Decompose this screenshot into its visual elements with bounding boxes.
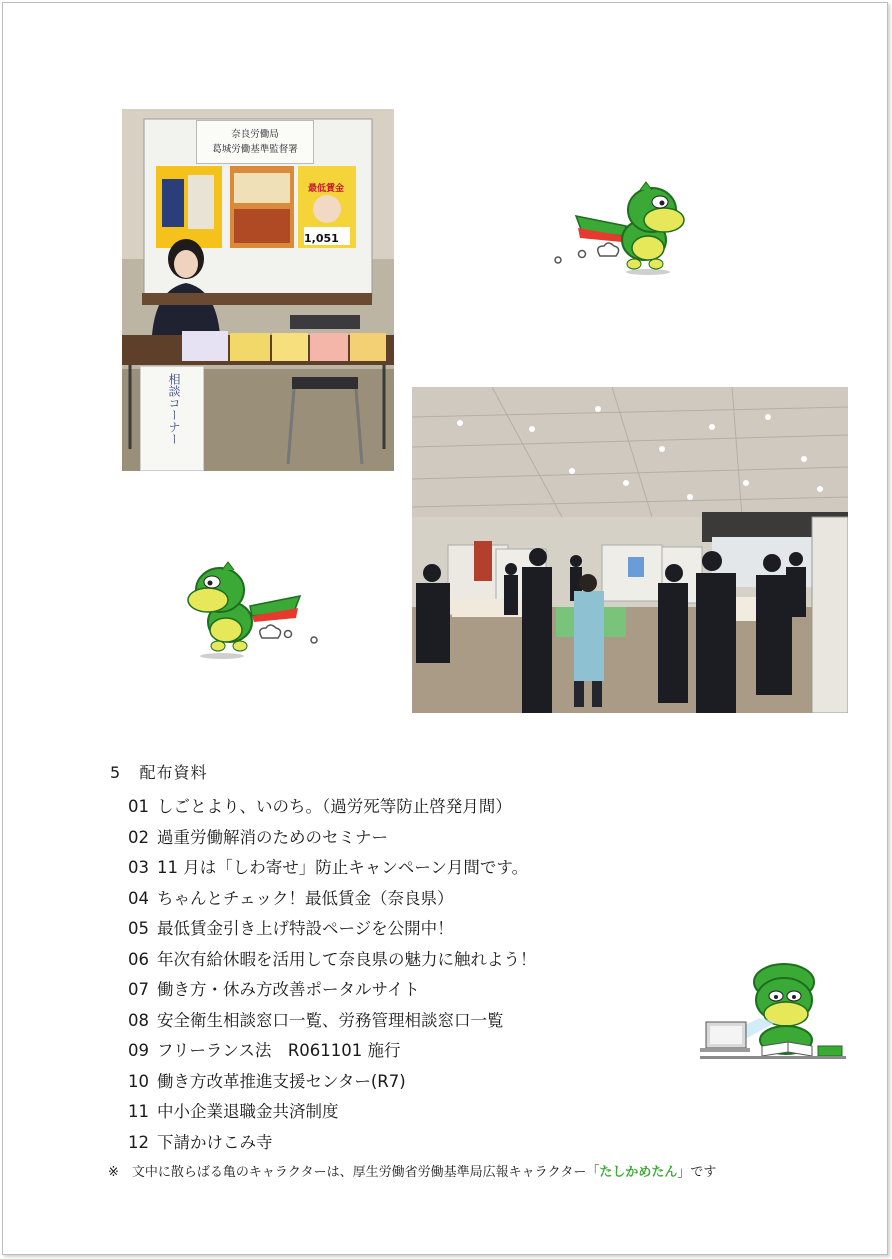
poster-title: 最低賃金 bbox=[307, 184, 344, 194]
booth-sign-line-2: 葛城労働基準監督署 bbox=[212, 144, 298, 155]
item-title: 過重労働解消のためのセミナー bbox=[157, 827, 388, 847]
list-item bbox=[128, 884, 537, 915]
section-title: 配布資料 bbox=[139, 763, 208, 782]
hall-photo bbox=[412, 387, 848, 713]
list-item bbox=[128, 1006, 537, 1037]
item-number: 08 bbox=[128, 1010, 149, 1030]
list-item bbox=[128, 1097, 537, 1128]
item-number: 04 bbox=[128, 888, 149, 908]
materials-list bbox=[128, 792, 537, 1158]
item-number: 09 bbox=[128, 1041, 149, 1060]
item-number: 03 bbox=[128, 858, 149, 877]
item-number: 11 bbox=[128, 1102, 149, 1121]
item-title: 安全衛生相談窓口一覧、労務管理相談窓口一覧 bbox=[157, 1010, 504, 1030]
item-title: 年次有給休暇を活用して奈良県の魅力に触れよう！ bbox=[157, 949, 537, 969]
item-number: 06 bbox=[128, 949, 149, 969]
consultation-corner-sign: 相談コーナー bbox=[140, 366, 204, 471]
list-item bbox=[128, 1067, 537, 1098]
booth-sign-line-1: 奈良労働局 bbox=[231, 129, 279, 140]
item-number: 01 bbox=[128, 797, 149, 816]
item-title: しごとより、いのち。（過労死等防止啓発月間） bbox=[157, 797, 512, 816]
mascot-running-left-illustration bbox=[178, 556, 328, 661]
footnote bbox=[108, 1161, 716, 1180]
item-title: 最低賃金引き上げ特設ページを公開中！ bbox=[157, 919, 454, 938]
section-number: 5 bbox=[110, 763, 122, 782]
item-number: 05 bbox=[128, 919, 149, 938]
list-item bbox=[128, 853, 537, 884]
item-number: 12 bbox=[128, 1132, 149, 1152]
footnote-prefix: ※ 文中に散らばる亀のキャラクターは、厚生労働省労働基準局広報キャラクター「 bbox=[108, 1165, 600, 1180]
list-item bbox=[128, 792, 537, 823]
item-title: ちゃんとチェック！最低賃金（奈良県） bbox=[157, 888, 454, 908]
item-title: フリーランス法 R061101 施行 bbox=[157, 1041, 401, 1060]
mascot-running-right-illustration bbox=[548, 176, 693, 281]
item-title: 中小企業退職金共済制度 bbox=[157, 1102, 339, 1121]
item-title: 11 月は「しわ寄せ」防止キャンペーン月間です。 bbox=[157, 858, 529, 877]
list-item bbox=[128, 975, 537, 1006]
list-item bbox=[128, 1128, 537, 1159]
item-number: 07 bbox=[128, 980, 149, 999]
item-number: 02 bbox=[128, 827, 149, 847]
item-number: 10 bbox=[128, 1071, 149, 1091]
list-item bbox=[128, 1036, 537, 1067]
item-title: 働き方・休み方改善ポータルサイト bbox=[157, 980, 420, 999]
item-title: 働き方改革推進支援センター(R7) bbox=[157, 1071, 406, 1091]
footnote-suffix: 」です bbox=[677, 1165, 717, 1180]
mascot-name: たしかめたん bbox=[599, 1165, 678, 1180]
list-item bbox=[128, 914, 537, 945]
list-item bbox=[128, 945, 537, 976]
item-title: 下請かけこみ寺 bbox=[157, 1132, 273, 1152]
list-item bbox=[128, 823, 537, 854]
mascot-studying-illustration bbox=[700, 960, 846, 1068]
poster-stat: 1,051 bbox=[304, 232, 339, 245]
booth-office-sign bbox=[196, 120, 314, 164]
section-heading bbox=[110, 760, 207, 783]
